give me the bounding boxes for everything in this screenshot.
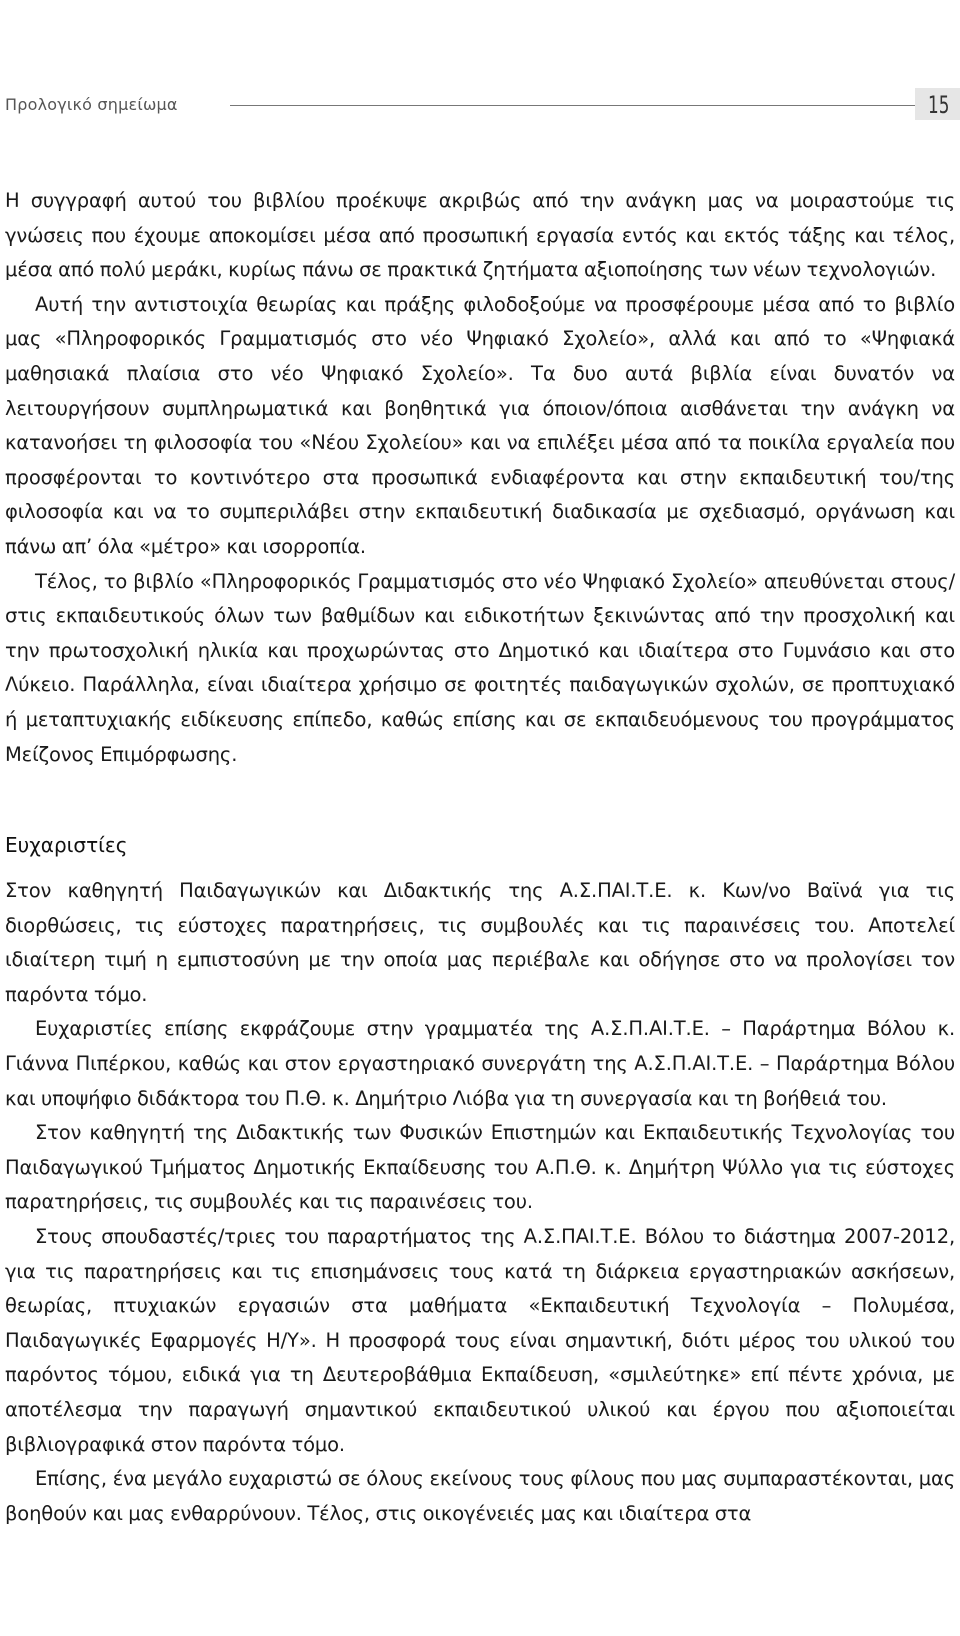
acknowledgement-paragraph: Στον καθηγητή Παιδαγωγικών και Διδακτικής της Α.Σ.ΠΑΙ.Τ.Ε. κ. Κων/νο Βαϊνά για τις διορθώσεις, τις εύστοχες παρατηρήσεις, τις συμβουλές και τις παραινέσεις του. Αποτελεί ιδιαίτερη τιμή η εμπιστοσύνη με την οποία μας περιέβαλε και οδήγησε στο να προλογίσει τον παρόντα τόμο. (5, 879, 955, 1006)
acknowledgement-paragraph: Επίσης, ένα μεγάλο ευχαριστώ σε όλους εκείνους τους φίλους που μας συμπαραστέκονται, μας βοηθούν και μας ενθαρρύνουν. Τέλος, στις οικογένειές μας και ιδιαίτερα στα (5, 1467, 955, 1525)
acknowledgement-paragraph: Στον καθηγητή της Διδακτικής των Φυσικών Επιστημών και Εκπαιδευτικής Τεχνολογίας του Παιδαγωγικού Τμήματος Δημοτικής Εκπαίδευσης του Α.Π.Θ. κ. Δημήτρη Ψύλλο για τις εύστοχες παρατηρήσεις, τις συμβουλές και τις παραινέσεις του. (5, 1121, 955, 1214)
page-number: 15 (928, 91, 950, 119)
preface-paragraph: Η συγγραφή αυτού του βιβλίου προέκυψε ακριβώς από την ανάγκη μας να μοιραστούμε τις γνώσεις που έχουμε αποκομίσει μέσα από προσωπική εργασία εντός και εκτός τάξης και τέλος, μέσα από πολύ μεράκι, κυρίως πάνω σε πρακτικά ζητήματα αξιοποίησης των νέων τεχνολογιών. (5, 189, 955, 282)
running-header-title: Προλογικό σημείωμα (5, 95, 178, 114)
header-rule (230, 105, 915, 106)
acknowledgement-paragraph: Ευχαριστίες επίσης εκφράζουμε στην γραμματέα της Α.Σ.Π.ΑΙ.Τ.Ε. – Παράρτημα Βόλου κ. Γιάννα Πιπέρκου, καθώς και στον εργαστηριακό συνεργάτη της Α.Σ.Π.ΑΙ.Τ.Ε. – Παράρτημα Βόλου και υποψήφιο διδάκτορα του Π.Θ. κ. Δημήτριο Λιόβα για τη συνεργασία και τη βοήθειά του. (5, 1017, 955, 1110)
acknowledgements-heading: Ευχαριστίες (5, 833, 128, 858)
preface-paragraph: Τέλος, το βιβλίο «Πληροφορικός Γραμματισμός στο νέο Ψηφιακό Σχολείο» απευθύνεται στους/στις εκπαιδευτικούς όλων των βαθμίδων και ειδικοτήτων ξεκινώντας από την προσχολική και την πρωτοσχολική ηλικία και προχωρώντας στο Δημοτικό και ιδιαίτερα στο Γυμνάσιο και στο Λύκειο. Παράλληλα, είναι ιδιαίτερα χρήσιμο σε φοιτητές παιδαγωγικών σχολών, σε προπτυχιακό ή μεταπτυχιακής ειδίκευσης επίπεδο, καθώς επίσης και σε εκπαιδευόμενους του προγράμματος Μείζονος Επιμόρφωσης. (5, 569, 955, 766)
page-number-tab (915, 88, 960, 120)
acknowledgement-paragraph: Στους σπουδαστές/τριες του παραρτήματος της Α.Σ.ΠΑΙ.Τ.Ε. Βόλου το διάστημα 2007-2012, για τις παρατηρήσεις και τις επισημάνσεις τους κατά τη διάρκεια εργαστηριακών ασκήσεων, θεωρίας, πτυχιακών εργασιών στα μαθήματα «Εκπαιδευτική Τεχνολογία – Πολυμέσα, Παιδαγωγικές Εφαρμογές Η/Υ». Η προσφορά τους είναι σημαντική, διότι μέρος του υλικού του παρόντος τόμου, ειδικά για τη Δευτεροβάθμια Εκπαίδευση, «σμιλεύτηκε» επί πέντε χρόνια, με αποτέλεσμα την παραγωγή σημαντικού εκπαιδευτικού υλικού και έργου που αξιοποιείται βιβλιογραφικά στον παρόντα τόμο. (5, 1225, 955, 1456)
running-header (5, 88, 960, 120)
preface-paragraph: Αυτή την αντιστοιχία θεωρίας και πράξης φιλοδοξούμε να προσφέρουμε μέσα από το βιβλίο μας «Πληροφορικός Γραμματισμός στο νέο Ψηφιακό Σχολείο», αλλά και από το «Ψηφιακά μαθησιακά πλαίσια στο νέο Ψηφιακό Σχολείο». Τα δυο αυτά βιβλία είναι δυνατόν να λειτουργήσουν συμπληρωματικά και βοηθητικά για όποιον/όποια αισθάνεται την ανάγκη να κατανοήσει τη φιλοσοφία του «Νέου Σχολείου» και να επιλέξει μέσα από τα ποικίλα εργαλεία που προσφέρονται το κοντινότερο στα προσωπικά ενδιαφέροντα και στην εκπαιδευτική του/της φιλοσοφία και να το συμπεριλάβει στην εκπαιδευτική διαδικασία με σχεδιασμό, οργάνωση και πάνω απ’ όλα «μέτρο» και ισορροπία. (5, 292, 955, 558)
text-column (5, 184, 955, 1531)
